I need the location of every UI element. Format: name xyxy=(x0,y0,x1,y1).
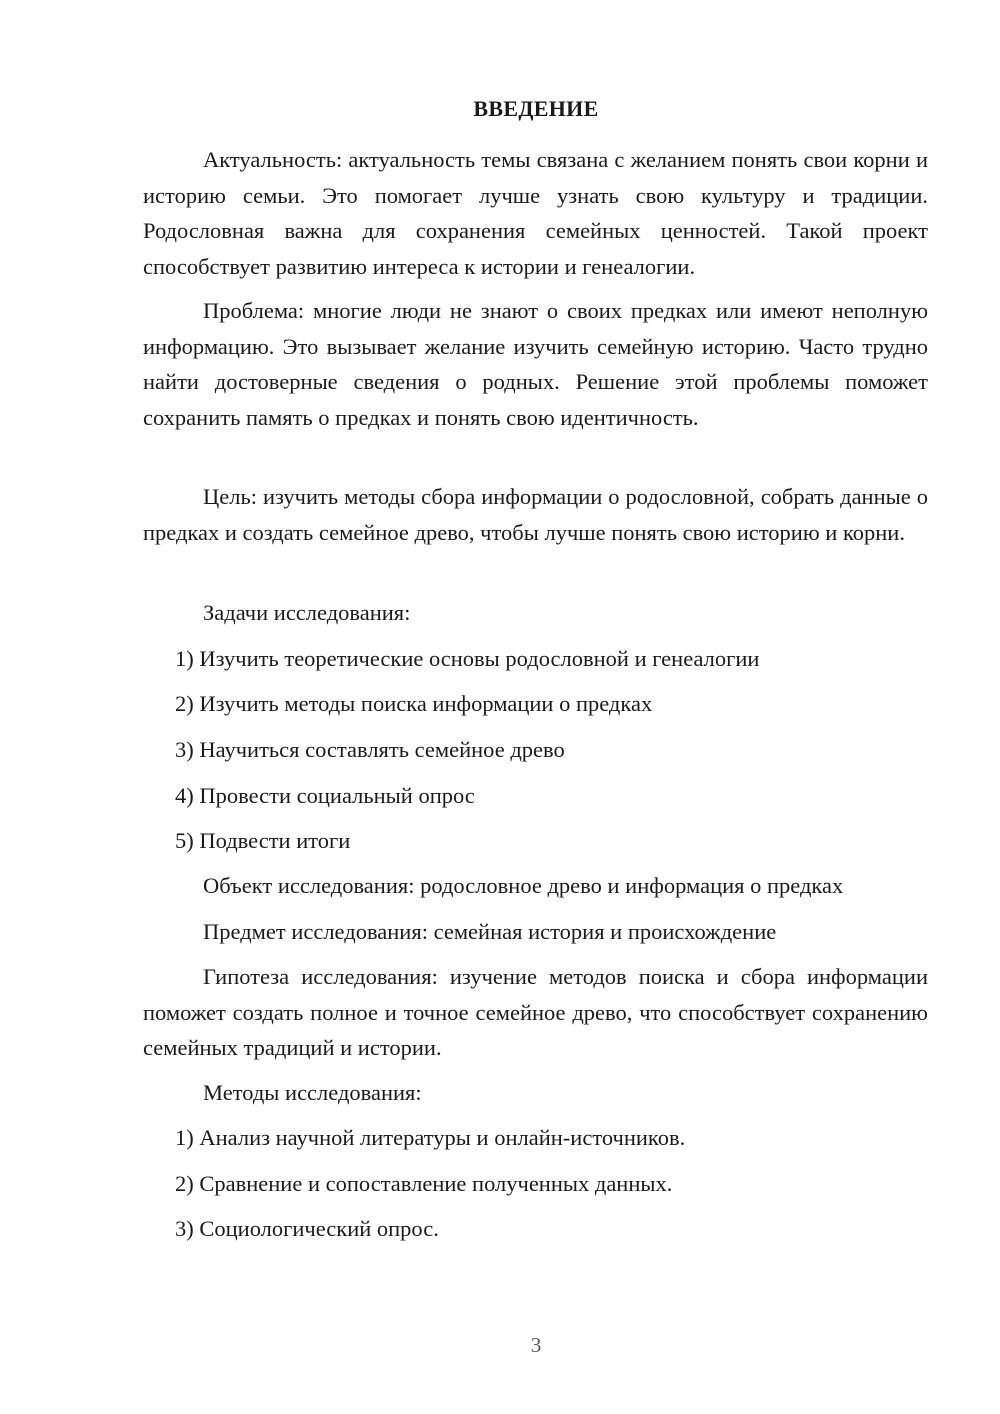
task-item-3: 3) Научиться составлять семейное древо xyxy=(175,737,565,762)
method-item-1: 1) Анализ научной литературы и онлайн-источников. xyxy=(175,1125,686,1150)
methods-heading: Методы исследования: xyxy=(203,1080,422,1105)
paragraph-goal: Цель: изучить методы сбора информации о родословной, собрать данные о предках и создать семейное древо, чтобы лучше понять свою историю и корни. xyxy=(143,484,928,545)
paragraph-hypothesis: Гипотеза исследования: изучение методов поиска и сбора информации поможет создать полное и точное семейное древо, что способствует сохранению семейных традиций и истории. xyxy=(143,964,928,1060)
task-item-2: 2) Изучить методы поиска информации о предках xyxy=(175,691,653,716)
task-item-1: 1) Изучить теоретические основы родословной и генеалогии xyxy=(175,646,760,671)
research-object: Объект исследования: родословное древо и информация о предках xyxy=(203,873,844,898)
task-item-4: 4) Провести социальный опрос xyxy=(175,783,475,808)
method-item-3: 3) Социологический опрос. xyxy=(175,1216,439,1241)
research-subject: Предмет исследования: семейная история и происхождение xyxy=(203,919,777,944)
section-title: ВВЕДЕНИЕ xyxy=(473,96,599,121)
paragraph-relevance: Актуальность: актуальность темы связана с желанием понять свои корни и историю семьи. Это помогает лучше узнать свою культуру и традиции. Родословная важна для сохранения семейных ценностей. Такой проект способствует развитию интереса к истории и генеалогии. xyxy=(143,147,928,279)
page-number: 3 xyxy=(530,1333,542,1357)
paragraph-problem: Проблема: многие люди не знают о своих предках или имеют неполную информацию. Это вызывает желание изучить семейную историю. Часто трудно найти достоверные сведения о родных. Решение этой проблемы поможет сохранить память о предках и понять свою идентичность. xyxy=(143,298,928,430)
tasks-heading: Задачи исследования: xyxy=(203,600,411,625)
task-item-5: 5) Подвести итоги xyxy=(175,828,351,853)
method-item-2: 2) Сравнение и сопоставление полученных данных. xyxy=(175,1171,673,1196)
